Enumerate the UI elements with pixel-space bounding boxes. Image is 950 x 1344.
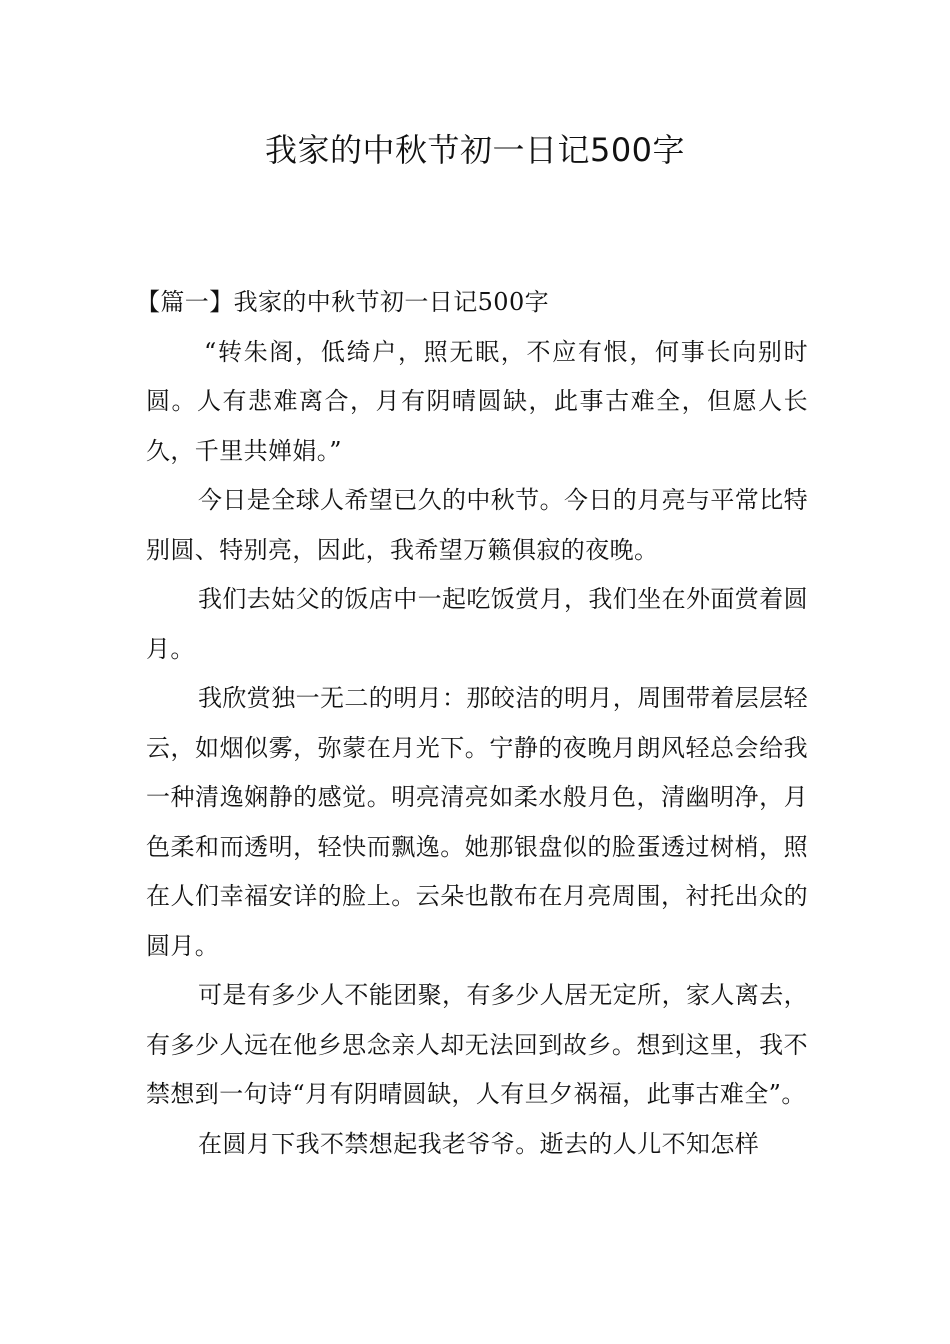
paragraph-moon-description: 我欣赏独一无二的明月：那皎洁的明月，周围带着层层轻云，如烟似雾，弥蒙在月光下。宁静的夜晚月朗风轻总会给我一种清逸娴静的感觉。明亮清亮如柔水般月色，清幽明净，月色柔和而透明，轻快而飘逸。她那银盘似的脸蛋透过树梢，照在人们幸福安详的脸上。云朵也散布在月亮周围，衬托出众的圆月。 [146,684,808,960]
paragraph-poem-quote: “转朱阁，低绮户，照无眠，不应有恨，何事长向别时圆。人有悲难离合，月有阴晴圆缺，此事古难全，但愿人长久，千里共婵娟。” [146,337,808,465]
paragraph-separated-families: 可是有多少人不能团聚，有多少人居无定所，家人离去，有多少人远在他乡思念亲人却无法回到故乡。想到这里，我不禁想到一句诗“月有阴晴圆缺，人有旦夕祸福，此事古难全”。 [146,981,808,1108]
paragraph-mid-autumn-intro: 今日是全球人希望已久的中秋节。今日的月亮与平常比特别圆、特别亮，因此，我希望万籁俱寂的夜晚。 [146,486,808,564]
document-body [136,278,808,1169]
section-heading: 【篇一】我家的中秋节初一日记500字 [136,288,550,316]
document-title: 我家的中秋节初一日记500字 [264,131,686,169]
paragraph-grandfather-memory: 在圆月下我不禁想起我老爷爷。逝去的人儿不知怎样 [198,1129,760,1158]
paragraph-dinner-moon-viewing: 我们去姑父的饭店中一起吃饭赏月，我们坐在外面赏着圆月。 [146,585,808,663]
